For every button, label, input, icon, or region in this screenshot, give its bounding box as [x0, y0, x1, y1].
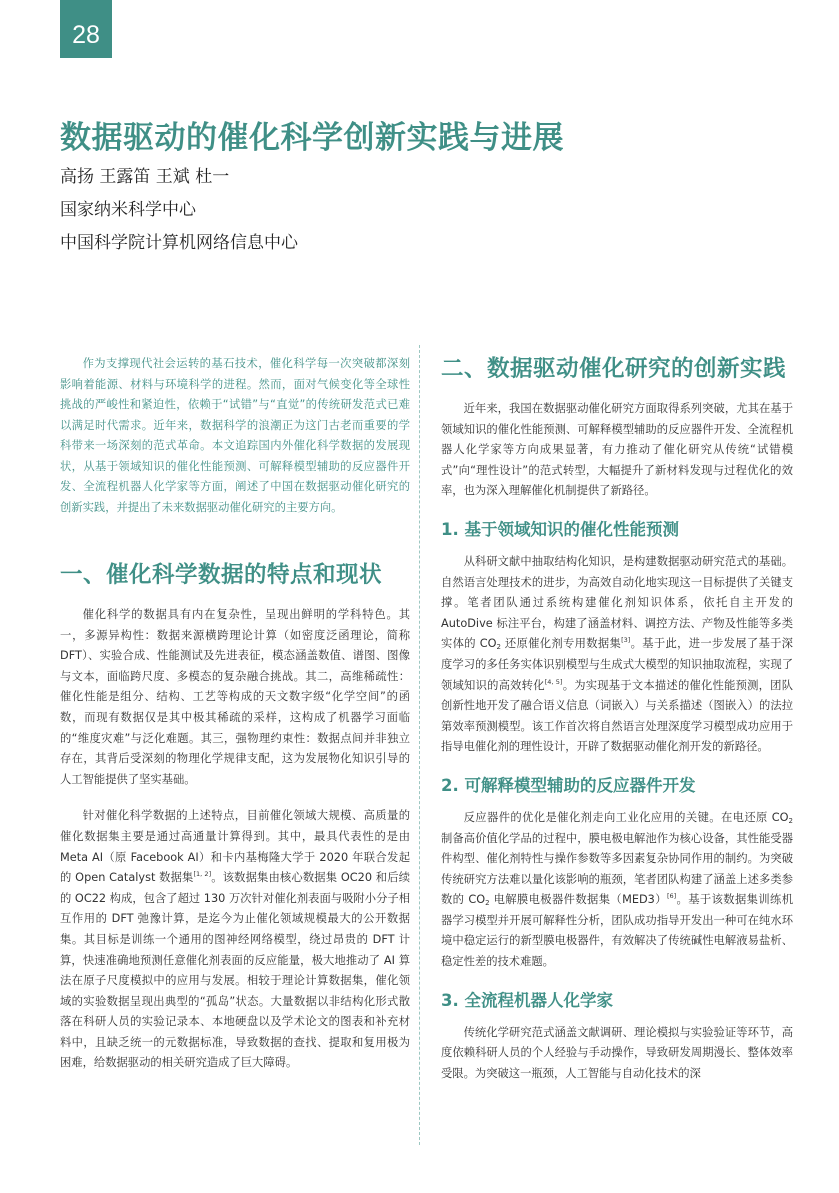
- text-span: 制备高价值化学品的过程中，膜电极电解池作为核心设备，其性能受器件构型、催化剂特性与操作参数等多因素复杂协同作用的制约。为突破传统研究方法难以量化该影响的瓶颈，笔者团队构建了涵盖上述多类参数的 CO: [441, 831, 793, 907]
- subsection-3-heading: 3. 全流程机器人化学家: [441, 990, 613, 1010]
- section-1-paragraph-2: [60, 806, 410, 1074]
- right-column: [441, 354, 793, 1100]
- text-span: 从科研文献中抽取结构化知识，是构建数据驱动研究范式的基础。自然语言处理技术的进步，为高效自动化地实现这一目标提供了关键支撑。笔者团队通过系统构建催化剂知识体系，依托自主开发的 AutoDive 标注平台，构建了涵盖材料、调控方法、产物及性能等多类实体的 CO: [441, 554, 793, 651]
- abstract: 作为支撑现代社会运转的基石技术，催化科学每一次突破都深刻影响着能源、材料与环境科学的进程。然而，面对气候变化等全球性挑战的严峻性和紧迫性，依赖于“试错”与“直觉”的传统研发范式已难以满足时代需求。近年来，数据科学的浪潮正为这门古老而重要的学科带来一场深刻的范式革命。本文追踪国内外催化科学数据的发展现状，从基于领域知识的催化性能预测、可解释模型辅助的反应器件开发、全流程机器人化学家等方面，阐述了中国在数据驱动催化研究的创新实践，并提出了未来数据驱动催化研究的主要方向。: [60, 357, 410, 514]
- column-divider: [419, 345, 420, 1145]
- authors: 高扬 王露笛 王斌 杜一: [60, 167, 230, 187]
- affiliation-2: 中国科学院计算机网络信息中心: [60, 233, 298, 253]
- left-column: [60, 354, 410, 1090]
- citation-ref: [6]: [666, 892, 677, 901]
- citation-ref: [4, 5]: [544, 677, 563, 686]
- citation-ref: [1, 2]: [193, 870, 212, 879]
- page-number: 28: [72, 21, 100, 49]
- page-number-box: [60, 0, 112, 58]
- subsection-1-heading: 1. 基于领域知识的催化性能预测: [441, 519, 679, 539]
- subscript: 2: [496, 643, 502, 652]
- subsection-3-paragraph: 传统化学研究范式涵盖文献调研、理论模拟与实验验证等环节，高度依赖科研人员的个人经验与手动操作，导致研发周期漫长、整体效率受限。为突破这一瓶颈，人工智能与自动化技术的深: [441, 1025, 793, 1080]
- section-1-paragraph-1: 催化科学的数据具有内在复杂性，呈现出鲜明的学科特色。其一，多源异构性：数据来源横跨理论计算（如密度泛函理论，简称 DFT）、实验合成、性能测试及先进表征，模态涵盖数值、谱图、图像与文本，面临跨尺度、多模态的复杂融合挑战。其二，高维稀疏性：催化性能是组分、结构、工艺等构成的天文数字级“化学空间”的函数，而现有数据仅是其中极其稀疏的采样，这构成了机器学习面临的“维度灾难”与泛化难题。其三，强物理约束性：数据点间并非独立存在，其背后受深刻的物理化学规律支配，这为发展物化知识引导的人工智能提供了坚实基础。: [60, 608, 410, 786]
- text-span: 。基于该数据集训练机器学习模型并开展可解释性分析，团队成功指导开发出一种可在纯水环境中稳定运行的新型膜电极器件，有效解决了传统碱性电解液易盐析、稳定性差的技术难题。: [441, 893, 793, 969]
- text-span: 。为实现基于文本描述的催化性能预测，团队创新性地开发了融合语义信息（词嵌入）与关系描述（图嵌入）的法拉第效率预测模型。该工作首次将自然语言处理深度学习模型成功应用于指导电催化剂的理性设计，开辟了数据驱动催化剂开发的新路径。: [441, 678, 793, 754]
- section-2-intro: 近年来，我国在数据驱动催化研究方面取得系列突破，尤其在基于领域知识的催化性能预测、可解释模型辅助的反应器件开发、全流程机器人化学家等方向成果显著，有力推动了催化研究从传统“试错模式”向“理性设计”的范式转型，大幅提升了新材料发现与过程优化的效率，也为深入理解催化机制提供了新路径。: [441, 402, 793, 498]
- text-span: 反应器件的优化是催化剂走向工业化应用的关键。在电还原 CO: [463, 810, 789, 824]
- text-span: 还原催化剂专用数据集: [501, 637, 622, 651]
- subsection-2-heading: 2. 可解释模型辅助的反应器件开发: [441, 775, 696, 795]
- section-1-heading: 一、催化科学数据的特点和现状: [60, 562, 383, 588]
- text-span: 电解膜电极器件数据集（MED3）: [489, 893, 667, 907]
- subscript: 2: [788, 816, 793, 825]
- text-span: 针对催化科学数据的上述特点，目前催化领域大规模、高质量的催化数据集主要是通过高通量计算得到。其中，最具代表性的是由 Meta AI（原 Facebook AI）和卡内基梅隆大学于 2020 年联合发起的 Open Catalyst 数据集: [60, 809, 410, 885]
- article-title: 数据驱动的催化科学创新实践与进展: [60, 120, 564, 156]
- text-span: 。基于此，进一步发展了基于深度学习的多任务实体识别模型与生成式大模型的知识抽取流程，实现了领域知识的高效转化: [441, 637, 793, 692]
- subsection-2-paragraph: [441, 808, 793, 973]
- subsection-1-paragraph: [441, 552, 793, 758]
- citation-ref: [3]: [621, 636, 631, 645]
- text-span: 。该数据集由核心数据集 OC20 和后续的 OC22 构成，包含了超过 130 万次针对催化剂表面与吸附小分子相互作用的 DFT 弛豫计算，是迄今为止催化领域规模最大的公开数据集。其目标是训练一个通用的图神经网络模型，绕过昂贵的 DFT 计算，快速准确地预测任意催化剂表面的反应能量，极大地推动了 AI 算法在原子尺度模拟中的应用与发展。相较于理论计算数据集，催化领域的实验数据呈现出典型的“孤岛”状态。大量数据以非结构化形式散落在科研人员的实验记录本、本地硬盘以及学术论文的图表和补充材料中，且缺乏统一的元数据标准，导致数据的查找、提取和复用极为困难，给数据驱动的相关研究造成了巨大障碍。: [60, 871, 410, 1070]
- affiliation-1: 国家纳米科学中心: [60, 200, 196, 220]
- section-2-heading: 二、数据驱动催化研究的创新实践: [441, 356, 787, 382]
- subscript: 2: [485, 899, 490, 908]
